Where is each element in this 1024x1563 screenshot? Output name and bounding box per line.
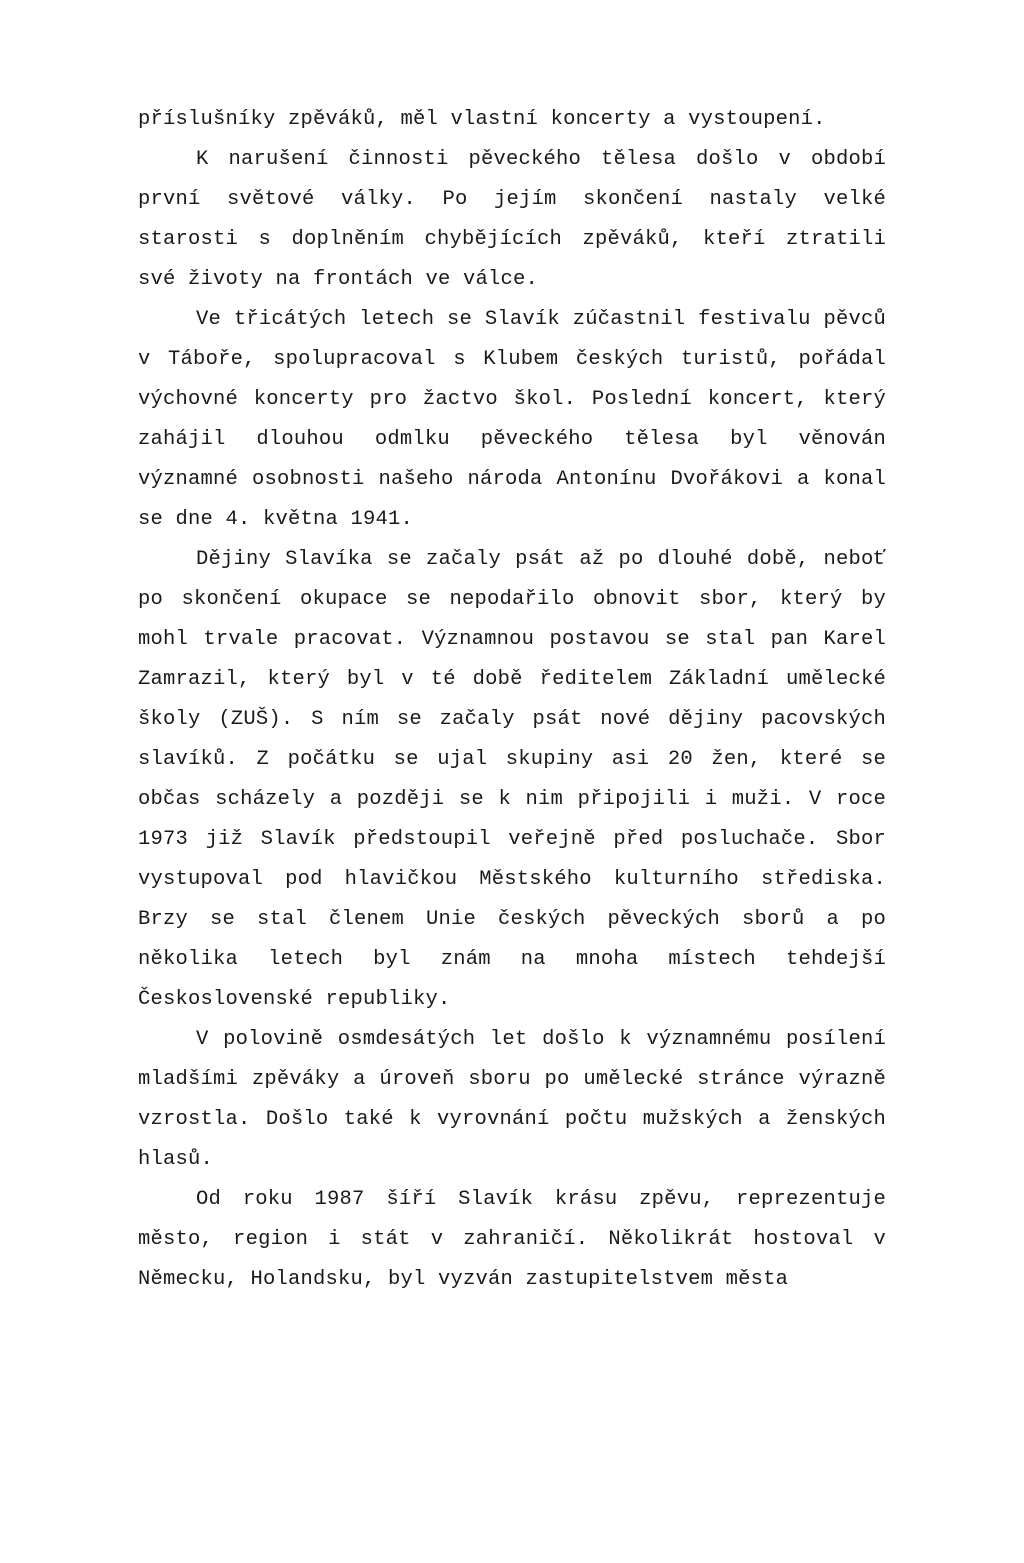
paragraph-continuation: příslušníky zpěváků, měl vlastní koncerty a vystoupení. <box>138 108 826 131</box>
paragraph-thirties: Ve třicátých letech se Slavík zúčastnil festivalu pěvců v Táboře, spolupracoval s Klubem českých turistů, pořádal výchovné koncerty pro žactvo škol. Poslední koncert, který zahájil dlouhou odmlku pěveckého tělesa byl věnován významné osobnosti našeho národa Antonínu Dvořákovi a konal se dne 4. května 1941. <box>138 308 886 531</box>
paragraph-since-1987: Od roku 1987 šíří Slavík krásu zpěvu, reprezentuje město, region i stát v zahraničí. Několikrát hostoval v Německu, Holandsku, byl vyzván zastupitelstvem města <box>138 1188 886 1291</box>
paragraph-eighties: V polovině osmdesátých let došlo k významnému posílení mladšími zpěváky a úroveň sboru po umělecké stránce výrazně vzrostla. Došlo také k vyrovnání počtu mužských a ženských hlasů. <box>138 1028 886 1171</box>
paragraph-postwar-history: Dějiny Slavíka se začaly psát až po dlouhé době, neboť po skončení okupace se nepodařilo obnovit sbor, který by mohl trvale pracovat. Významnou postavou se stal pan Karel Zamrazil, který byl v té době ředitelem Základní umělecké školy (ZUŠ). S ním se začaly psát nové dějiny pacovských slavíků. Z počátku se ujal skupiny asi 20 žen, které se občas scházely a později se k nim připojili i muži. V roce 1973 již Slavík předstoupil veřejně před posluchače. Sbor vystupoval pod hlavičkou Městského kulturního střediska. Brzy se stal členem Unie českých pěveckých sborů a po několika letech byl znám na mnoha místech tehdejší Československé republiky. <box>138 548 886 1011</box>
body-text <box>138 100 886 1300</box>
paragraph-ww1: K narušení činnosti pěveckého tělesa došlo v období první světové války. Po jejím skončení nastaly velké starosti s doplněním chybějících zpěváků, kteří ztratili své životy na frontách ve válce. <box>138 148 886 291</box>
